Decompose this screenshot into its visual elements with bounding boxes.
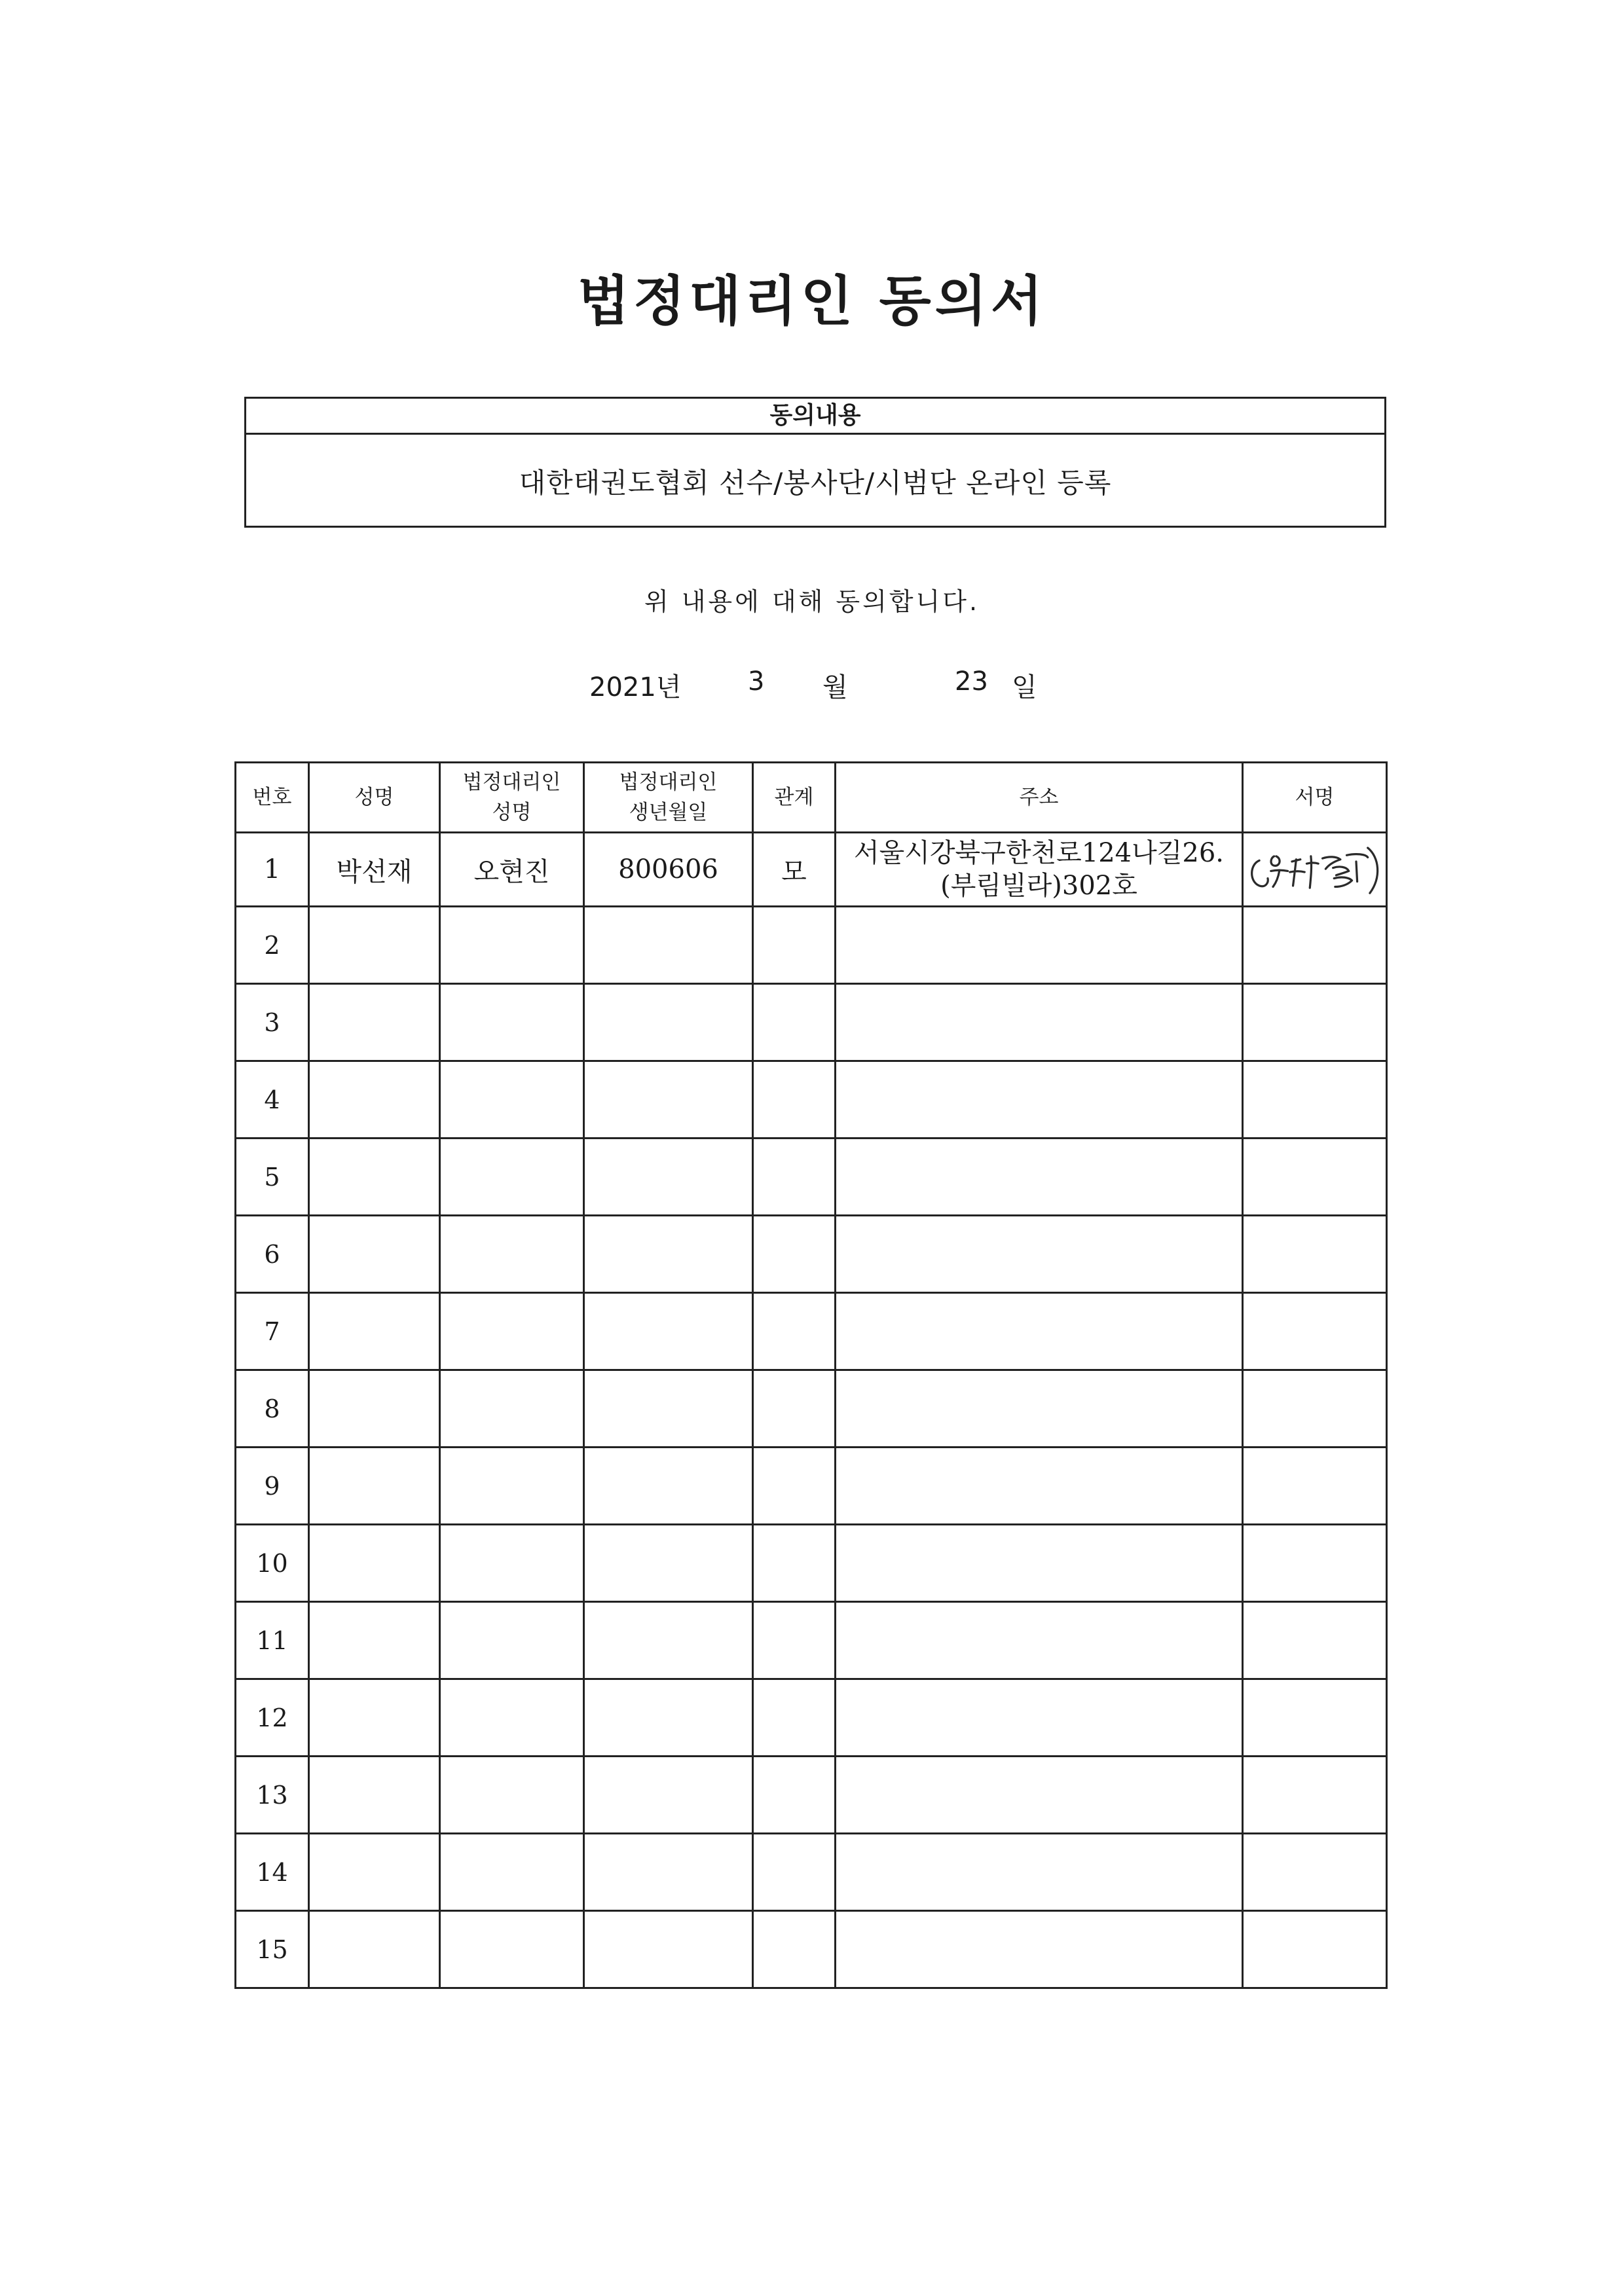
cell-name (309, 1525, 440, 1602)
cell-guardian-birth: 800606 (584, 833, 753, 907)
table-row (236, 1525, 1387, 1602)
cell-name (309, 1216, 440, 1293)
cell-number: 8 (236, 1370, 309, 1448)
cell-guardian-name (440, 1525, 584, 1602)
cell-name (309, 1679, 440, 1757)
header-relation: 관계 (753, 763, 836, 833)
header-name: 성명 (309, 763, 440, 833)
cell-relation (753, 907, 836, 984)
header-guardian-birth-line1: 법정대리인 (619, 771, 718, 794)
cell-guardian-name (440, 1679, 584, 1757)
header-signature: 서명 (1243, 763, 1387, 833)
cell-guardian-birth (584, 907, 753, 984)
cell-address (836, 1293, 1243, 1370)
table-row (236, 1139, 1387, 1216)
date-year: 2021년 (589, 672, 682, 702)
table-row (236, 1834, 1387, 1911)
cell-signature (1243, 1679, 1387, 1757)
cell-relation (753, 1293, 836, 1370)
cell-guardian-birth (584, 1061, 753, 1139)
cell-signature (1243, 1139, 1387, 1216)
cell-number: 2 (236, 907, 309, 984)
cell-guardian-birth (584, 1448, 753, 1525)
date-day-label: 일 (1012, 672, 1037, 702)
cell-signature (1243, 1911, 1387, 1988)
date-line (0, 666, 1624, 702)
table-row (236, 907, 1387, 984)
cell-relation (753, 1525, 836, 1602)
cell-guardian-birth (584, 1757, 753, 1834)
cell-guardian-name (440, 907, 584, 984)
cell-signature (1243, 1525, 1387, 1602)
cell-name (309, 1061, 440, 1139)
cell-address (836, 1679, 1243, 1757)
cell-address (836, 1370, 1243, 1448)
cell-signature (1243, 1370, 1387, 1448)
cell-number: 3 (236, 984, 309, 1061)
cell-number: 9 (236, 1448, 309, 1525)
cell-address-line2: (부림빌라)302호 (940, 871, 1137, 901)
cell-number: 10 (236, 1525, 309, 1602)
cell-guardian-birth (584, 1525, 753, 1602)
cell-address (836, 1216, 1243, 1293)
cell-guardian-birth (584, 1911, 753, 1988)
signature-drawing (1244, 833, 1386, 905)
table-row (236, 984, 1387, 1061)
cell-address-line1: 서울시강북구한천로124나길26. (853, 838, 1224, 868)
cell-number: 13 (236, 1757, 309, 1834)
date-month: 3 (748, 666, 765, 697)
cell-guardian-birth (584, 1216, 753, 1293)
cell-guardian-name (440, 1139, 584, 1216)
cell-address (836, 1911, 1243, 1988)
cell-address (836, 984, 1243, 1061)
table-row (236, 833, 1387, 907)
document-title: 법정대리인 동의서 (577, 270, 1047, 333)
date-month-label: 월 (822, 672, 848, 702)
table-row (236, 1911, 1387, 1988)
cell-guardian-name (440, 1448, 584, 1525)
cell-signature (1243, 1061, 1387, 1139)
cell-guardian-birth (584, 1293, 753, 1370)
cell-name (309, 907, 440, 984)
cell-guardian-birth (584, 1834, 753, 1911)
cell-relation (753, 1216, 836, 1293)
cell-number: 1 (236, 833, 309, 907)
cell-relation (753, 1448, 836, 1525)
cell-name (309, 1834, 440, 1911)
cell-relation (753, 1834, 836, 1911)
cell-number: 5 (236, 1139, 309, 1216)
table-row (236, 1679, 1387, 1757)
cell-name (309, 1911, 440, 1988)
cell-address (836, 1757, 1243, 1834)
cell-relation (753, 1139, 836, 1216)
table-row (236, 1370, 1387, 1448)
header-guardian-birth-line2: 생년월일 (629, 801, 708, 824)
table-row (236, 1061, 1387, 1139)
cell-number: 15 (236, 1911, 309, 1988)
cell-signature (1243, 907, 1387, 984)
cell-relation (753, 1911, 836, 1988)
consent-content: 대한태권도협회 선수/봉사단/시범단 온라인 등록 (519, 467, 1112, 499)
table-row (236, 1293, 1387, 1370)
cell-guardian-name (440, 984, 584, 1061)
cell-name: 박선재 (309, 833, 440, 907)
header-guardian-name-line2: 성명 (492, 801, 532, 824)
header-guardian-name-line1: 법정대리인 (462, 771, 561, 794)
cell-address (836, 833, 1243, 907)
cell-signature (1243, 1293, 1387, 1370)
cell-address (836, 1602, 1243, 1679)
cell-name (309, 1139, 440, 1216)
cell-address (836, 1834, 1243, 1911)
cell-guardian-name (440, 1757, 584, 1834)
cell-guardian-name (440, 1911, 584, 1988)
cell-guardian-name (440, 1216, 584, 1293)
cell-name (309, 1448, 440, 1525)
cell-number: 6 (236, 1216, 309, 1293)
cell-address (836, 907, 1243, 984)
cell-name (309, 1370, 440, 1448)
cell-address (836, 1525, 1243, 1602)
handwritten-signature-icon (1244, 833, 1386, 905)
cell-relation (753, 1757, 836, 1834)
header-address: 주소 (836, 763, 1243, 833)
cell-guardian-birth (584, 984, 753, 1061)
cell-signature (1243, 1602, 1387, 1679)
table-row (236, 1757, 1387, 1834)
cell-relation (753, 1370, 836, 1448)
cell-relation (753, 1061, 836, 1139)
cell-number: 14 (236, 1834, 309, 1911)
cell-guardian-name: 오현진 (440, 833, 584, 907)
cell-relation (753, 1602, 836, 1679)
cell-name (309, 1293, 440, 1370)
cell-guardian-birth (584, 1139, 753, 1216)
cell-signature (1243, 984, 1387, 1061)
cell-signature (1243, 1834, 1387, 1911)
cell-guardian-name (440, 1602, 584, 1679)
header-guardian-name (440, 763, 584, 833)
cell-name (309, 1757, 440, 1834)
date-day: 23 (955, 666, 988, 697)
guardian-roster-table (234, 761, 1388, 1989)
cell-address (836, 1139, 1243, 1216)
cell-signature (1243, 833, 1387, 907)
cell-number: 11 (236, 1602, 309, 1679)
cell-guardian-birth (584, 1679, 753, 1757)
cell-guardian-name (440, 1370, 584, 1448)
cell-number: 7 (236, 1293, 309, 1370)
cell-guardian-birth (584, 1602, 753, 1679)
cell-name (309, 1602, 440, 1679)
cell-name (309, 984, 440, 1061)
cell-address (836, 1061, 1243, 1139)
consent-header: 동의내용 (246, 399, 1384, 435)
table-row (236, 1448, 1387, 1525)
header-number: 번호 (236, 763, 309, 833)
header-guardian-birth (584, 763, 753, 833)
agreement-statement: 위 내용에 대해 동의합니다. (644, 587, 980, 616)
cell-relation: 모 (753, 833, 836, 907)
consent-box (244, 397, 1386, 528)
cell-signature (1243, 1448, 1387, 1525)
cell-relation (753, 984, 836, 1061)
cell-guardian-name (440, 1834, 584, 1911)
cell-signature (1243, 1216, 1387, 1293)
cell-address (836, 1448, 1243, 1525)
cell-number: 4 (236, 1061, 309, 1139)
cell-guardian-name (440, 1293, 584, 1370)
cell-signature (1243, 1757, 1387, 1834)
cell-guardian-birth (584, 1370, 753, 1448)
cell-relation (753, 1679, 836, 1757)
table-row (236, 1216, 1387, 1293)
table-row (236, 1602, 1387, 1679)
table-header-row (236, 763, 1387, 833)
cell-number: 12 (236, 1679, 309, 1757)
cell-guardian-name (440, 1061, 584, 1139)
